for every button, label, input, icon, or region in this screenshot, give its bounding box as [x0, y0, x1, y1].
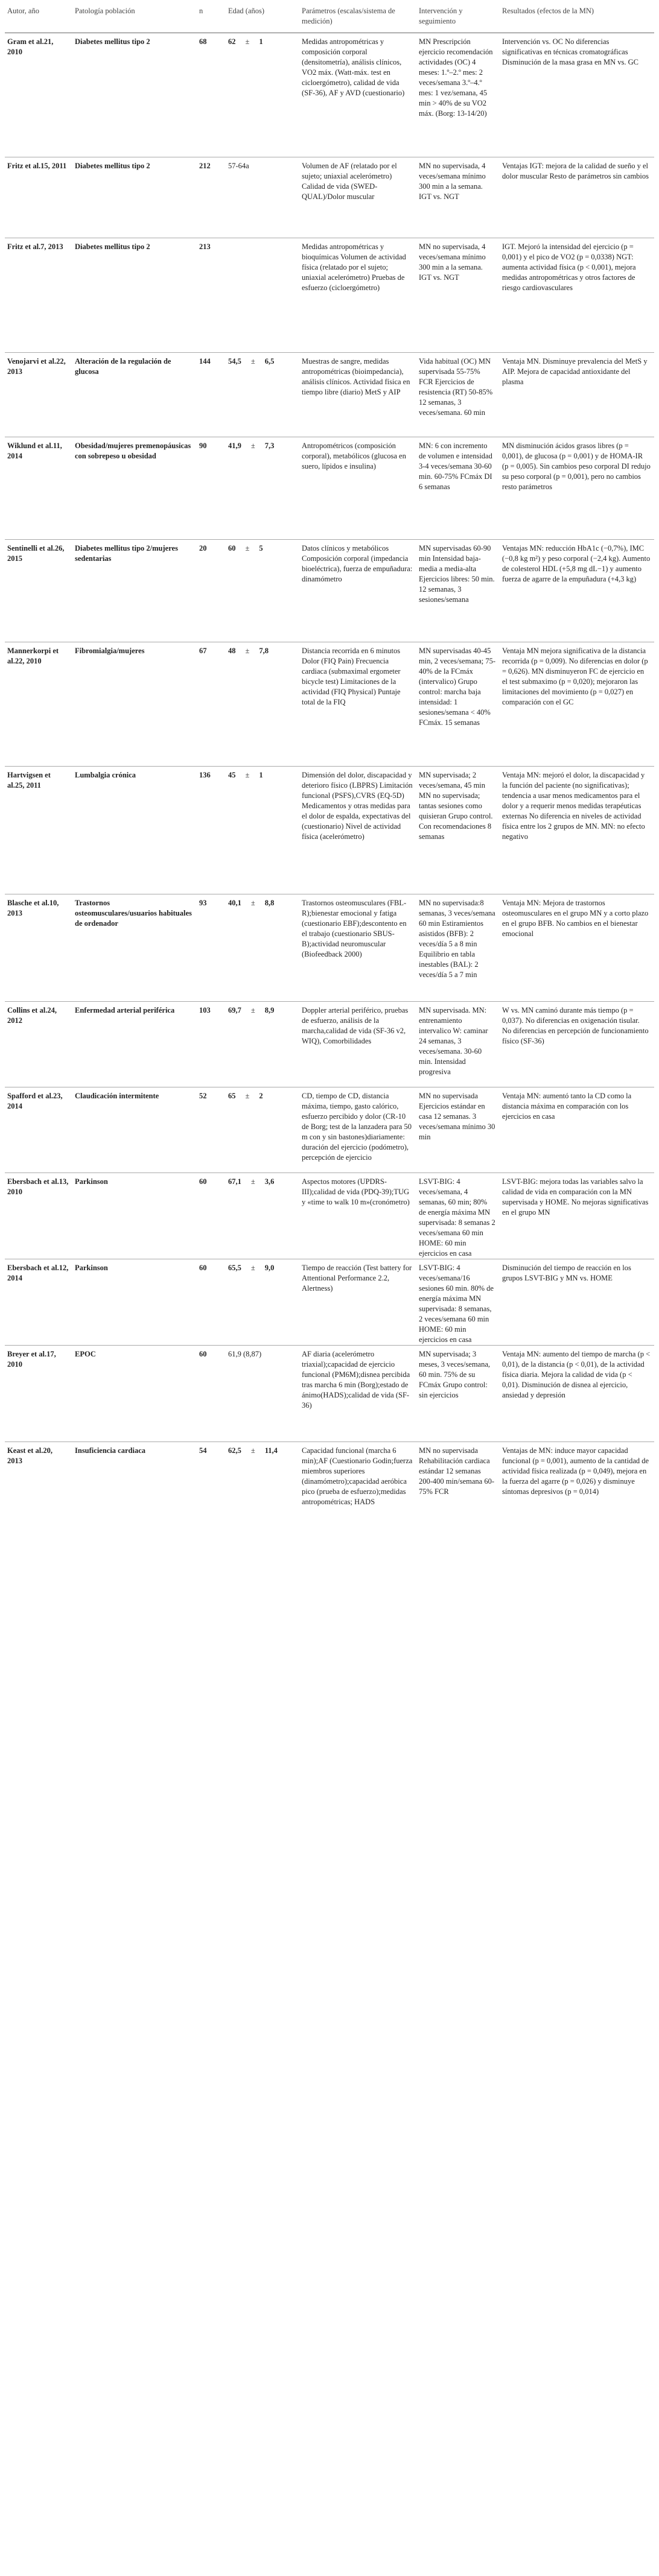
age-mean: 62,5: [228, 1446, 241, 1455]
header-n: n: [197, 5, 226, 33]
cell-intervention: Vida habitual (OC) MN supervisada 55-75% FCR Ejercicios de resistencia (RT) 50-85% 12 semanas, 3 veces/semana. 60 min: [419, 357, 493, 417]
cell-params: Dimensión del dolor, discapacidad y deterioro físico (LBPRS) Limitación funcional (PSFS),CVRS (EQ-5D) Medicamentos y otras medidas para el dolor de espalda, expectativas del (cuestionario) Nivel de actividad física (acelerómetro): [302, 771, 413, 841]
cell-pathology: Fibromialgia/mujeres: [75, 647, 145, 655]
cell-age: [226, 1346, 299, 1442]
cell-n: 136: [199, 771, 211, 779]
age-pm: ±: [250, 357, 255, 366]
cell-params: CD, tiempo de CD, distancia máxima, tiempo, gasto calórico, esfuerzo percibido y dolor (CR-10 de Borg; test de la lanzadera para 50 m con y sin bastones)diariamente: duración del ejercicio (podómetro), percepción de ejercicio: [302, 1092, 412, 1162]
cell-intervention: MN supervisada; 3 meses, 3 veces/semana, 60 min. 75% de su FCmáx Grupo control: sin ejercicios: [419, 1350, 491, 1399]
age-mean: 41,9: [228, 441, 241, 450]
age-sd: 1: [259, 37, 263, 46]
cell-author: Keast et al.20, 2013: [7, 1446, 53, 1465]
cell-params: Doppler arterial periférico, pruebas de esfuerzo, análisis de la marcha,calidad de vida (SF-36 v2, WIQ), Comorbilidades: [302, 1006, 409, 1045]
age-mean: 65: [228, 1092, 236, 1100]
cell-n: 54: [199, 1446, 207, 1455]
table-row: [5, 894, 654, 1002]
cell-age: [226, 1259, 299, 1346]
age-sd: 11,4: [264, 1446, 278, 1455]
cell-results: LSVT-BIG: mejora todas las variables salvo la calidad de vida en comparación con la MN supervisada y HOME. No mejoras significativas en el grupo MN: [502, 1177, 649, 1217]
cell-results: Ventajas MN: reducción HbA1c (−0,7%), IMC (−0,8 kg m²) y peso corporal (−2,4 kg). Aumento de colesterol HDL (+5,8 mg dL−1) y aumento fuerza de agarre de la empuñadura (+4,3 kg): [502, 544, 651, 583]
cell-intervention: LSVT-BIG: 4 veces/semana, 4 semanas, 60 min; 80% de energía máxima MN supervisada: 8 semanas 2 veces/semana 60 min HOME: 60 min ejercicios en casa: [419, 1177, 495, 1258]
age-pm: ±: [245, 647, 250, 655]
cell-author: Fritz et al.7, 2013: [7, 242, 63, 251]
age-mean: 69,7: [228, 1006, 241, 1014]
age-mean: 67,1: [228, 1177, 241, 1186]
age-sd: 8,9: [264, 1006, 275, 1014]
cell-age: [226, 437, 299, 540]
age-sd: 8,8: [264, 899, 275, 907]
cell-n: 93: [199, 899, 207, 907]
header-age: Edad (años): [226, 5, 299, 33]
cell-author: Gram et al.21, 2010: [7, 37, 54, 56]
cell-intervention: MN no supervisada Ejercicios estándar en casa 12 semanas. 3 veces/semana mínimo 30 min: [419, 1092, 495, 1141]
cell-n: 103: [199, 1006, 211, 1014]
age-pm: ±: [250, 1446, 255, 1455]
cell-pathology: Alteración de la regulación de glucosa: [75, 357, 171, 376]
cell-params: Muestras de sangre, medidas antropométricas (bioimpedancia), análisis clínicos. Actividad física en tiempo libre (diario) MetS y AIP: [302, 357, 410, 396]
cell-pathology: Obesidad/mujeres premenopáusicas con sobrepeso u obesidad: [75, 441, 191, 460]
age-sd: 3,6: [264, 1177, 275, 1186]
table-row: [5, 437, 654, 540]
cell-author: Collins et al.24, 2012: [7, 1006, 57, 1025]
cell-n: 90: [199, 441, 207, 450]
cell-n: 20: [199, 544, 207, 552]
cell-pathology: Trastornos osteomusculares/usuarios habituales de ordenador: [75, 899, 192, 928]
age-sd: 6,5: [264, 357, 275, 366]
table-row: [5, 353, 654, 437]
age-sd: 1: [259, 771, 263, 779]
cell-intervention: MN Prescripción ejercicio recomendación actividades (OC) 4 meses: 1.º–2.º mes: 2 veces/semana 3.º–4.º mes: 1 vez/semana, 45 min > 40% de su VO2 máx. (Borg: 13-14/20): [419, 37, 493, 118]
table-row: [5, 1087, 654, 1173]
cell-intervention: MN supervisadas 40-45 min, 2 veces/semana; 75-40% de la FCmáx (intervalico) Grupo control: marcha baja intensidad: 1 sesiones/semana < 40% FCmáx. 15 semanas: [419, 647, 496, 727]
cell-author: Hartvigsen et al.25, 2011: [7, 771, 51, 790]
cell-pathology: Diabetes mellitus tipo 2: [75, 242, 150, 251]
cell-intervention: MN no supervisada:8 semanas, 3 veces/semana 60 min Estiramientos asistidos (BFB): 2 veces/día 5 a 8 min Equilibrio en tabla inestables (BAL): 2 veces/día 5 a 7 min: [419, 899, 495, 979]
cell-author: Ebersbach et al.13, 2010: [7, 1177, 69, 1196]
age-pm: ±: [245, 37, 250, 46]
cell-author: Fritz et al.15, 2011: [7, 162, 67, 170]
cell-results: Ventaja MN: Mejora de trastornos osteomusculares en el grupo MN y a corto plazo en el grupo BFB. No cambios en el bienestar emocional: [502, 899, 649, 938]
header-params: Parámetros (escalas/sistema de medición): [299, 5, 416, 33]
cell-author: Sentinelli et al.26, 2015: [7, 544, 65, 563]
cell-pathology: Diabetes mellitus tipo 2: [75, 162, 150, 170]
cell-age: [226, 767, 299, 894]
age-mean: 48: [228, 647, 236, 655]
cell-author: Venojarvi et al.22, 2013: [7, 357, 66, 376]
age-sd: 2: [259, 1092, 263, 1100]
cell-n: 144: [199, 357, 211, 366]
cell-params: AF diaria (acelerómetro triaxial);capacidad de ejercicio funcional (PM6M);disnea percibida tras marcha 6 min (Borg);estado de ánimo(HADS);calidad de vida (SF-36): [302, 1350, 410, 1410]
age-pm: ±: [250, 899, 255, 907]
age-mean: 45: [228, 771, 236, 779]
cell-age: [226, 1087, 299, 1173]
cell-age: [226, 540, 299, 642]
cell-intervention: LSVT-BIG: 4 veces/semana/16 sesiones 60 min. 80% de energía máxima MN supervisada: 8 semanas, 2 veces/semana 60 min HOME: 60 min ejercicios en casa: [419, 1264, 494, 1344]
table-row: [5, 767, 654, 894]
table-row: [5, 1259, 654, 1346]
cell-results: W vs. MN caminó durante más tiempo (p = 0,037). No diferencias en oxigenación tisular. No diferencias en percepción de funcionamiento físico (SF-36): [502, 1006, 649, 1045]
header-results: Resultados (efectos de la MN): [500, 5, 654, 33]
cell-params: Trastornos osteomusculares (FBL-R);bienestar emocional y fatiga (cuestionario EBF);descontento en el trabajo (cuestionario SBUS-B);actividad neuromuscular (Biofeedback 2000): [302, 899, 407, 958]
cell-params: Antropométricos (composición corporal), metabólicos (glucosa en suero, lípidos e insulina): [302, 441, 406, 470]
cell-author: Ebersbach et al.12, 2014: [7, 1264, 69, 1282]
table-row: [5, 540, 654, 642]
cell-intervention: MN no supervisada Rehabilitación cardiaca estándar 12 semanas 200-400 min/semana 60-75% FCR: [419, 1446, 494, 1496]
cell-age: [226, 353, 299, 437]
cell-params: Capacidad funcional (marcha 6 min);AF (Cuestionario Godin;fuerza miembros superiores (dinamómetro);capacidad aeróbica pico (prueba de esfuerzo);medidas antropométricas; HADS: [302, 1446, 413, 1506]
cell-results: Ventaja MN. Disminuye prevalencia del MetS y AIP. Mejora de capacidad antioxidante del plasma: [502, 357, 648, 386]
cell-params: Datos clínicos y metabólicos Composición corporal (impedancia bioeléctrica), fuerza de empuñadura: dinamómetro: [302, 544, 413, 583]
cell-age: [226, 1173, 299, 1259]
cell-author: Spafford et al.23, 2014: [7, 1092, 63, 1110]
table-row: [5, 1346, 654, 1442]
table-row: [5, 238, 654, 353]
cell-pathology: Enfermedad arterial periférica: [75, 1006, 175, 1014]
cell-pathology: Parkinson: [75, 1264, 108, 1272]
cell-results: Ventaja MN: aumentó tanto la CD como la distancia máxima en comparación con los ejercicios en casa: [502, 1092, 632, 1121]
cell-pathology: Claudicación intermitente: [75, 1092, 159, 1100]
cell-n: 52: [199, 1092, 207, 1100]
age-pm: ±: [245, 1092, 250, 1100]
cell-params: Aspectos motores (UPDRS-III);calidad de vida (PDQ-39);TUG y «time to walk 10 m»(cronómetro): [302, 1177, 410, 1206]
cell-n: 60: [199, 1350, 207, 1358]
cell-params: Volumen de AF (relatado por el sujeto; uniaxial acelerómetro) Calidad de vida (SWED-QUAL)/Dolor muscular: [302, 162, 397, 201]
cell-age: [226, 1002, 299, 1087]
cell-n: 67: [199, 647, 207, 655]
cell-n: 60: [199, 1264, 207, 1272]
age-mean: 61,9 (8,87): [228, 1350, 262, 1358]
table-row: [5, 1173, 654, 1259]
cell-pathology: Insuficiencia cardiaca: [75, 1446, 146, 1455]
age-pm: ±: [245, 544, 250, 552]
header-pathology: Patología población: [72, 5, 197, 33]
cell-intervention: MN supervisada; 2 veces/semana, 45 min MN no supervisada; tantas sesiones como quisieran Grupo control. Con recomendaciones 8 semanas: [419, 771, 493, 841]
age-sd: 7,3: [264, 441, 275, 450]
cell-intervention: MN supervisadas 60-90 min Intensidad baja-media a media-alta Ejercicios libres: 50 min. 12 semanas, 3 sesiones/semana: [419, 544, 495, 604]
cell-results: Disminución del tiempo de reacción en los grupos LSVT-BIG y MN vs. HOME: [502, 1264, 631, 1282]
cell-age: [226, 238, 299, 353]
cell-pathology: Diabetes mellitus tipo 2: [75, 37, 150, 46]
age-mean: 40,1: [228, 899, 241, 907]
table-header: [5, 5, 654, 33]
cell-age: [226, 894, 299, 1002]
cell-pathology: Lumbalgia crónica: [75, 771, 136, 779]
table-row: [5, 642, 654, 767]
header-author: Autor, año: [5, 5, 72, 33]
cell-results: Ventajas IGT: mejora de la calidad de sueño y el dolor muscular Resto de parámetros sin cambios: [502, 162, 649, 180]
cell-intervention: MN: 6 con incremento de volumen e intensidad 3-4 veces/semana 30-60 min. 60-75% FCmáx DI 6 semanas: [419, 441, 492, 491]
table-row: [5, 1442, 654, 1539]
age-pm: ±: [250, 1006, 255, 1014]
cell-age: [226, 33, 299, 157]
cell-intervention: MN no supervisada, 4 veces/semana mínimo 300 min a la semana. IGT vs. NGT: [419, 162, 486, 201]
cell-n: 212: [199, 162, 211, 170]
table-row: [5, 33, 654, 157]
cell-params: Medidas antropométricas y bioquímicas Volumen de actividad física (relatado por el sujeto; uniaxial acelerómetro) Pruebas de esfuerzo (cicloergómetro): [302, 242, 406, 292]
cell-n: 213: [199, 242, 211, 251]
cell-results: IGT. Mejoró la intensidad del ejercicio (p = 0,001) y el pico de VO2 (p = 0,0338) NGT: aumenta actividad física (p < 0,001), mejora medidas antropométricas y otros factores de riesgo cardiovasculares: [502, 242, 636, 292]
age-sd: 7,8: [259, 647, 269, 655]
age-pm: ±: [245, 771, 250, 779]
cell-pathology: Parkinson: [75, 1177, 108, 1186]
table-row: [5, 157, 654, 238]
table-body: [5, 33, 654, 1539]
age-pm: ±: [250, 1264, 255, 1272]
header-intervention: Intervención y seguimiento: [416, 5, 500, 33]
cell-author: Wiklund et al.11, 2014: [7, 441, 62, 460]
cell-params: Tiempo de reacción (Test battery for Attentional Performance 2.2, Alertness): [302, 1264, 412, 1293]
age-mean: 57-64a: [228, 162, 249, 170]
age-mean: 65,5: [228, 1264, 241, 1272]
cell-params: Medidas antropométricas y composición corporal (densitometría), análisis clínicos, VO2 máx. (Watt-máx. test en cicloergómetro), calidad de vida (SF-36), AF y AVD (cuestionario): [302, 37, 405, 97]
cell-age: [226, 1442, 299, 1539]
cell-intervention: MN supervisada. MN: entrenamiento intervalico W: caminar 24 semanas, 3 veces/semana. 30-60 min. Intensidad progresiva: [419, 1006, 488, 1076]
age-sd: 5: [259, 544, 263, 552]
age-pm: ±: [250, 1177, 255, 1186]
age-mean: 60: [228, 544, 236, 552]
cell-results: Ventajas de MN: induce mayor capacidad funcional (p = 0,001), aumento de la cantidad de actividad física realizada (p = 0,049), mejora en la fuerza del agarre (p = 0,026) y disminuye síntomas depresivos (p = 0,014): [502, 1446, 649, 1496]
age-pm: ±: [250, 441, 255, 450]
cell-results: Intervención vs. OC No diferencias significativas en técnicas cromatográficas Disminución de la masa grasa en MN vs. GC: [502, 37, 639, 66]
cell-n: 60: [199, 1177, 207, 1186]
cell-author: Breyer et al.17, 2010: [7, 1350, 56, 1369]
table-row: [5, 1002, 654, 1087]
cell-params: Distancia recorrida en 6 minutos Dolor (FIQ Pain) Frecuencia cardiaca (submaximal ergometer bicycle test) Limitaciones de la actividad (FIQ Physical) Puntaje total de la FIQ: [302, 647, 401, 706]
cell-n: 68: [199, 37, 207, 46]
cell-results: MN disminución ácidos grasos libres (p = 0,001), de glucosa (p = 0,001) y de HOMA-IR (p = 0,005). Sin cambios peso corporal DI redujo su peso corporal (p = 0,001), pero no cambios resto parámetros: [502, 441, 651, 491]
cell-age: [226, 642, 299, 767]
cell-pathology: EPOC: [75, 1350, 96, 1358]
cell-author: Mannerkorpi et al.22, 2010: [7, 647, 59, 665]
age-mean: 54,5: [228, 357, 241, 366]
studies-table: [5, 5, 654, 1539]
cell-results: Ventaja MN: aumento del tiempo de marcha (p < 0,01), de la distancia (p < 0,01), de la actividad física diaria. Mejora la calidad de vida (p < 0,01). Disminución de disnea al ejercicio, ansiedad y depresión: [502, 1350, 651, 1399]
cell-results: Ventaja MN mejora significativa de la distancia recorrida (p = 0,009). No diferencias en dolor (p = 0,626). MN disminuyeron FC de ejercicio en el test submaximo (p = 0,020); mejoraron las limitaciones del movimiento (p = 0,027) en comparación con el GC: [502, 647, 648, 706]
cell-age: [226, 157, 299, 238]
age-mean: 62: [228, 37, 236, 46]
cell-author: Blasche et al.10, 2013: [7, 899, 59, 917]
cell-intervention: MN no supervisada, 4 veces/semana mínimo 300 min a la semana. IGT vs. NGT: [419, 242, 486, 282]
cell-results: Ventaja MN: mejoró el dolor, la discapacidad y la función del paciente (no significativas); tendencia a usar menos medicamentos para el dolor y a requerir menos medidas terapéuticas externas No diferencia en niveles de actividad física entre los 2 grupos de MN. MN: no efecto negativo: [502, 771, 645, 841]
age-sd: 9,0: [264, 1264, 275, 1272]
cell-pathology: Diabetes mellitus tipo 2/mujeres sedentarias: [75, 544, 178, 563]
